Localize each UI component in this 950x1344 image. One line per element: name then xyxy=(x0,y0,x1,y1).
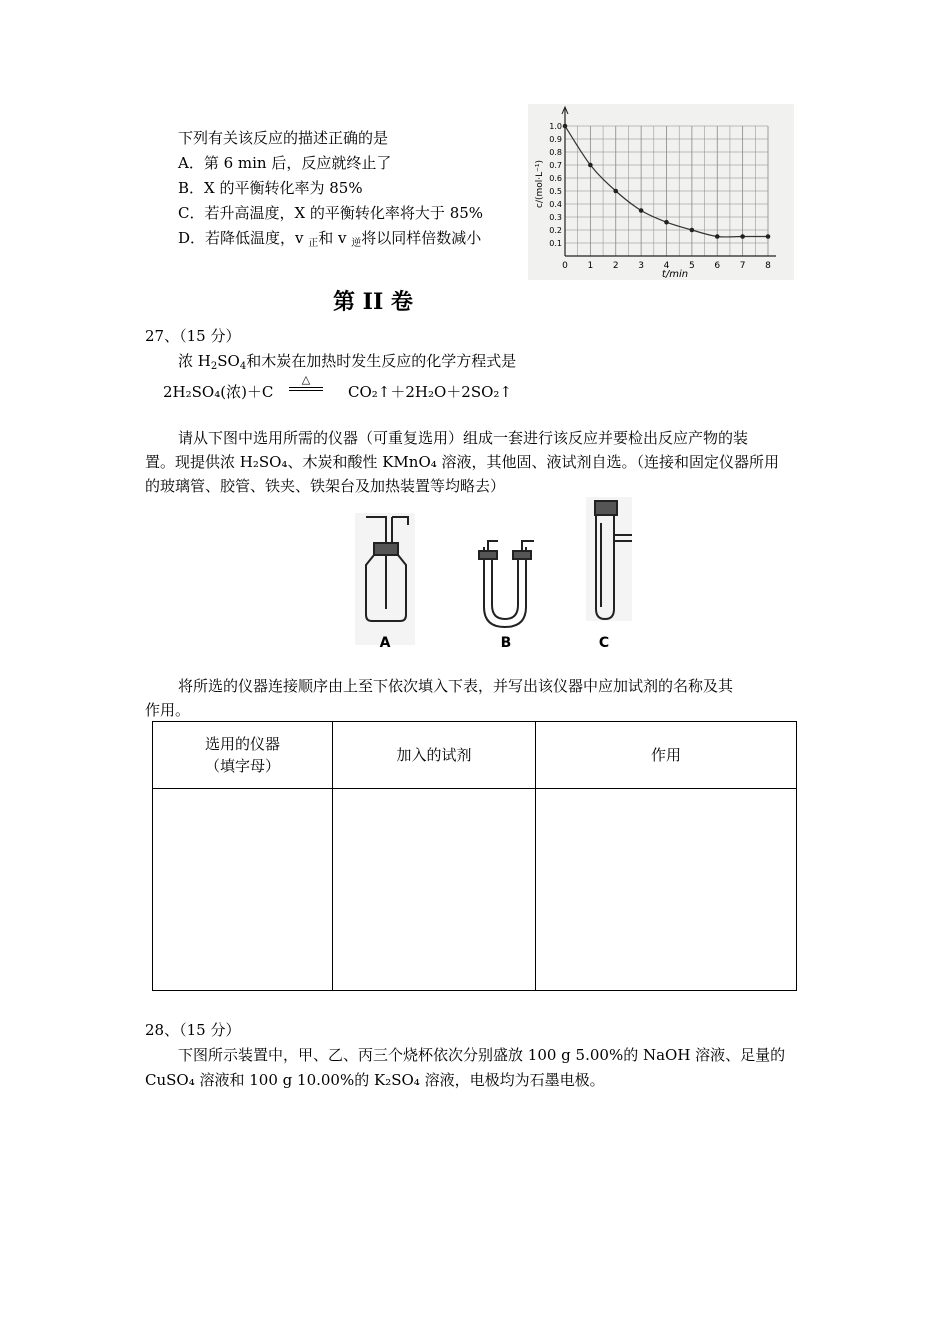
q27-equation-left: 2H₂SO₄(浓)＋C xyxy=(163,383,274,401)
chart-data-point xyxy=(766,234,771,239)
q28-number: 28、（15 分） xyxy=(145,1021,241,1039)
chart-data-point xyxy=(563,124,568,129)
q26-option-c: C．若升高温度，X 的平衡转化率将大于 85% xyxy=(178,204,484,222)
q27-number: 27、（15 分） xyxy=(145,327,241,345)
q28-line-1: 下图所示装置中，甲、乙、丙三个烧杯依次分别盛放 100 g 5.00%的 NaOH 溶液、足量的 xyxy=(178,1046,786,1064)
chart-x-tick-label: 4 xyxy=(663,261,670,271)
equation-bar-bottom xyxy=(289,390,323,391)
equation-bar-top xyxy=(289,387,323,388)
chart-x-tick-label: 3 xyxy=(638,261,644,271)
heat-symbol: △ xyxy=(301,373,311,386)
header-apparatus: 选用的仪器 （填字母） xyxy=(153,722,333,789)
chart-y-tick-label: 0.9 xyxy=(549,135,562,144)
chart-y-axis-label: c/(mol·L⁻¹) xyxy=(535,159,545,209)
chart-data-point xyxy=(613,189,618,194)
q26-option-d: D．若降低温度，v $_正$和 v $_逆$将以同样倍数减小 xyxy=(178,229,482,249)
chart-y-tick-label: 1.0 xyxy=(549,122,562,131)
chart-data-point xyxy=(664,220,669,225)
chart-x-tick-label: 0 xyxy=(562,261,568,271)
q26-option-b: B．X 的平衡转化率为 85% xyxy=(178,179,363,197)
chart-y-tick-label: 0.1 xyxy=(549,239,562,248)
chart-data-point xyxy=(690,228,695,233)
chart-y-tick-label: 0.4 xyxy=(549,200,562,209)
chart-x-tick-label: 6 xyxy=(714,261,721,271)
answer-table-row xyxy=(153,789,797,991)
apparatus-a-label: A xyxy=(379,635,391,651)
chart-y-tick-label: 0.2 xyxy=(549,226,562,235)
chart-y-tick-label: 0.7 xyxy=(549,161,562,170)
chart-x-tick-label: 7 xyxy=(739,261,746,271)
chart-y-tick-label: 0.8 xyxy=(549,148,562,157)
q26-stem: 下列有关该反应的描述正确的是 xyxy=(178,129,389,147)
chart-data-point xyxy=(715,234,720,239)
q27-equation-right: CO₂↑＋2H₂O＋2SO₂↑ xyxy=(348,383,512,401)
answer-table-header-row xyxy=(153,722,797,789)
chart-x-tick-label: 1 xyxy=(587,261,594,271)
apparatus-c-label: C xyxy=(598,635,610,651)
chart-data-point xyxy=(588,163,593,168)
chart-y-tick-label: 0.3 xyxy=(549,213,562,222)
q27-paragraph-3: 的玻璃管、胶管、铁夹、铁架台及加热装置等均略去） xyxy=(145,477,506,495)
chart-x-tick-label: 2 xyxy=(612,261,619,271)
concentration-time-chart xyxy=(528,104,794,280)
answer-table xyxy=(152,721,797,991)
apparatus-a-wash-bottle xyxy=(355,513,415,645)
chart-data-point xyxy=(639,208,644,213)
q27-instruction-1: 将所选的仪器连接顺序由上至下依次填入下表，并写出该仪器中应加试剂的名称及其 xyxy=(178,677,734,695)
answer-cell-purpose[interactable] xyxy=(536,789,797,991)
apparatus-b-label: B xyxy=(500,635,512,651)
header-reagent: 加入的试剂 xyxy=(333,722,536,789)
chart-x-tick-label: 8 xyxy=(765,261,771,271)
answer-cell-apparatus[interactable] xyxy=(153,789,333,991)
q26-option-a: A．第 6 min 后，反应就终止了 xyxy=(178,154,392,172)
apparatus-c-sidearm-tube xyxy=(586,497,632,621)
header-purpose: 作用 xyxy=(536,722,797,789)
chart-y-tick-label: 0.6 xyxy=(549,174,562,183)
apparatus-figure xyxy=(350,495,640,655)
answer-cell-reagent[interactable] xyxy=(333,789,536,991)
part2-title: 第 II 卷 xyxy=(333,289,413,315)
q27-instruction-2: 作用。 xyxy=(145,701,191,719)
chart-x-tick-label: 5 xyxy=(689,261,695,271)
chart-x-axis-label: t/min xyxy=(661,269,689,280)
chart-data-point xyxy=(740,234,745,239)
q27-intro: 浓 $H_2SO_4$和木炭在加热时发生反应的化学方程式是 xyxy=(178,352,517,372)
chart-y-tick-label: 0.5 xyxy=(549,187,562,196)
q27-paragraph-2: 置。现提供浓 H₂SO₄、木炭和酸性 KMnO₄ 溶液，其他固、液试剂自选。（连接和固定仪器所用 xyxy=(145,453,780,471)
q27-paragraph-1: 请从下图中选用所需的仪器（可重复选用）组成一套进行该反应并要检出反应产物的装 xyxy=(178,429,749,447)
q28-line-2: CuSO₄ 溶液和 100 g 10.00%的 K₂SO₄ 溶液，电极均为石墨电极。 xyxy=(145,1071,605,1089)
